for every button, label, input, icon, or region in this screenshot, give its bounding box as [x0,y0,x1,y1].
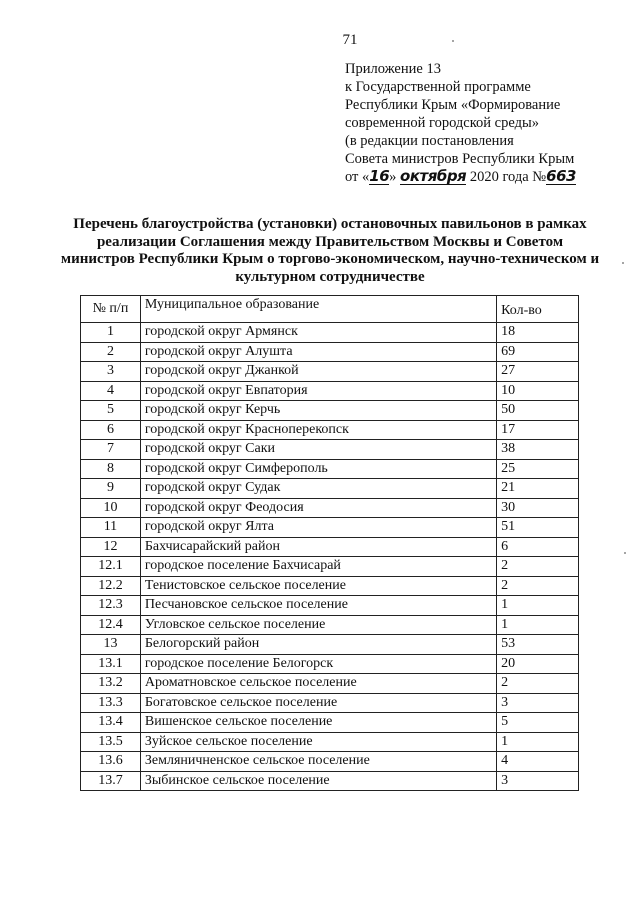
row-quantity: 3 [497,771,579,791]
row-quantity: 1 [497,615,579,635]
row-municipality: городской округ Керчь [140,401,496,421]
row-quantity: 20 [497,654,579,674]
appendix-line: современной городской среды» [345,115,539,131]
date-separator: » [389,169,397,185]
document-title: Перечень благоустройства (установки) остановочных павильонов в рамках реализации Соглашения между Правительством Москвы и Советом министров Республики Крым о торгово-экономическом, научно-техническом и культурном сотрудничестве [60,216,600,285]
handwritten-resolution-number: 663 [546,167,576,185]
table-row [81,557,579,577]
scan-speck [624,552,626,554]
appendix-header [345,60,630,186]
row-quantity: 17 [497,420,579,440]
table-row [81,459,579,479]
row-quantity: 4 [497,752,579,772]
row-number: 9 [81,479,141,499]
table-row [81,635,579,655]
row-municipality: городское поселение Белогорск [140,654,496,674]
row-municipality: городской округ Феодосия [140,498,496,518]
row-number: 13.4 [81,713,141,733]
appendix-line: Приложение 13 [345,61,441,77]
row-quantity: 3 [497,693,579,713]
row-number: 10 [81,498,141,518]
row-quantity: 30 [497,498,579,518]
row-quantity: 53 [497,635,579,655]
row-number: 12.4 [81,615,141,635]
table-row [81,752,579,772]
row-quantity: 21 [497,479,579,499]
table-row [81,440,579,460]
row-municipality: городской округ Ялта [140,518,496,538]
row-quantity: 6 [497,537,579,557]
row-number: 13.5 [81,732,141,752]
row-municipality: Бахчисарайский район [140,537,496,557]
appendix-line: Совета министров Республики Крым [345,151,575,167]
row-quantity: 18 [497,323,579,343]
row-number: 12 [81,537,141,557]
row-number: 12.2 [81,576,141,596]
row-municipality: городской округ Армянск [140,323,496,343]
row-quantity: 69 [497,342,579,362]
header-number: № п/п [81,296,141,323]
row-number: 13.7 [81,771,141,791]
row-quantity: 25 [497,459,579,479]
row-number: 12.3 [81,596,141,616]
page-number: 71 [342,32,358,48]
row-number: 7 [81,440,141,460]
appendix-line: Республики Крым «Формирование [345,97,561,113]
table-row [81,576,579,596]
row-number: 2 [81,342,141,362]
scan-speck [622,262,624,264]
row-municipality: Зыбинское сельское поселение [140,771,496,791]
scan-speck [452,40,454,42]
row-municipality: Тенистовское сельское поселение [140,576,496,596]
appendix-line: к Государственной программе [345,79,531,95]
row-quantity: 38 [497,440,579,460]
table-row [81,654,579,674]
row-municipality: Богатовское сельское поселение [140,693,496,713]
row-municipality: городской округ Симферополь [140,459,496,479]
appendix-line: (в редакции постановления [345,133,514,149]
row-municipality: Угловское сельское поселение [140,615,496,635]
table-row [81,693,579,713]
table-header-row [81,296,579,323]
row-number: 6 [81,420,141,440]
row-number: 13.3 [81,693,141,713]
row-number: 5 [81,401,141,421]
resolution-date-line [345,168,630,186]
year-text: 2020 года № [469,169,547,185]
row-quantity: 27 [497,362,579,382]
table-row [81,713,579,733]
row-municipality: городской округ Судак [140,479,496,499]
row-quantity: 1 [497,732,579,752]
table-row [81,732,579,752]
table-row [81,342,579,362]
row-number: 12.1 [81,557,141,577]
row-municipality: Земляничненское сельское поселение [140,752,496,772]
date-prefix: от « [345,169,370,185]
row-number: 8 [81,459,141,479]
row-municipality: городской округ Джанкой [140,362,496,382]
row-number: 3 [81,362,141,382]
table-row [81,401,579,421]
table-row [81,381,579,401]
table-row [81,518,579,538]
row-quantity: 10 [497,381,579,401]
row-quantity: 2 [497,674,579,694]
table-row [81,323,579,343]
header-municipality: Муниципальное образование [140,296,496,323]
row-municipality: Песчановское сельское поселение [140,596,496,616]
row-number: 13.1 [81,654,141,674]
row-municipality: Вишенское сельское поселение [140,713,496,733]
row-number: 13.6 [81,752,141,772]
row-number: 4 [81,381,141,401]
handwritten-month: октября [400,167,467,185]
row-quantity: 50 [497,401,579,421]
row-municipality: городской округ Евпатория [140,381,496,401]
row-number: 13 [81,635,141,655]
row-number: 11 [81,518,141,538]
table-row [81,420,579,440]
row-number: 13.2 [81,674,141,694]
table-row [81,498,579,518]
row-municipality: Белогорский район [140,635,496,655]
table-row [81,537,579,557]
row-municipality: городской округ Алушта [140,342,496,362]
row-municipality: городской округ Саки [140,440,496,460]
table-row [81,479,579,499]
row-municipality: Ароматновское сельское поселение [140,674,496,694]
row-quantity: 2 [497,557,579,577]
table-row [81,596,579,616]
row-quantity: 1 [497,596,579,616]
row-municipality: городское поселение Бахчисарай [140,557,496,577]
row-municipality: Зуйское сельское поселение [140,732,496,752]
row-number: 1 [81,323,141,343]
table-row [81,771,579,791]
handwritten-day: 16 [369,167,390,185]
row-quantity: 2 [497,576,579,596]
table-row [81,362,579,382]
header-quantity: Кол-во [497,296,579,323]
table-body [81,323,579,791]
table-row [81,674,579,694]
row-quantity: 51 [497,518,579,538]
row-quantity: 5 [497,713,579,733]
pavilions-table [80,295,579,791]
table-row [81,615,579,635]
row-municipality: городской округ Красноперекопск [140,420,496,440]
